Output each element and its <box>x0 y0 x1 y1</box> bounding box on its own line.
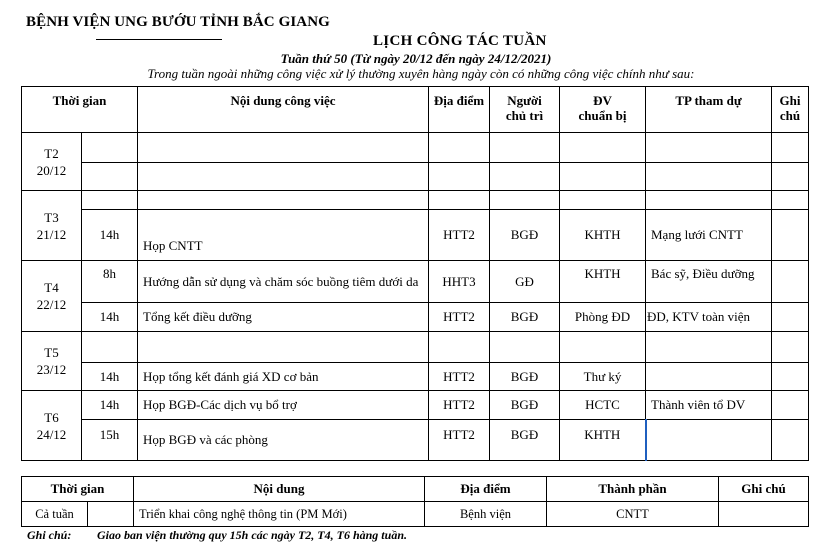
summary-table <box>21 476 809 527</box>
location-cell: HTT2 <box>429 420 490 461</box>
attendees-cell <box>646 363 772 391</box>
attendees-cell: Thành viên tổ DV <box>646 391 772 420</box>
day-label: T4 <box>44 280 59 295</box>
attendees-cell: Mạng lưới CNTT <box>646 210 772 261</box>
week-range: Tuần thứ 50 (Từ ngày 20/12 đến ngày 24/12/2021) <box>280 51 552 66</box>
content-cell: Tổng kết điều dưỡng <box>138 303 429 332</box>
footer-note-text: Giao ban viện thường quy 15h các ngày T2, T4, T6 hàng tuần. <box>97 528 407 542</box>
table-row <box>22 391 809 420</box>
summary-time-cell: Cả tuần <box>22 502 88 527</box>
time-cell: 8h <box>82 261 138 303</box>
prep-cell: Phòng ĐD <box>560 303 646 332</box>
time-cell: 14h <box>82 303 138 332</box>
location-cell: HTT2 <box>429 363 490 391</box>
col-host <box>490 87 560 133</box>
day-cell-t2 <box>22 133 82 191</box>
content-cell: Họp CNTT <box>138 210 429 261</box>
content-cell: Họp tổng kết đánh giá XD cơ bản <box>138 363 429 391</box>
content-cell: Họp BGĐ-Các dịch vụ bổ trợ <box>138 391 429 420</box>
day-date: 24/12 <box>36 426 67 442</box>
day-date: 20/12 <box>36 162 67 178</box>
col-prep-line1: ĐV <box>593 93 612 108</box>
summary-members-cell: CNTT <box>547 502 719 527</box>
table-row <box>22 210 809 261</box>
attendees-cell: Bác sỹ, Điều dưỡng <box>646 261 772 303</box>
location-cell: HHT3 <box>429 261 490 303</box>
table-row <box>22 363 809 391</box>
prep-cell: Thư ký <box>560 363 646 391</box>
attendees-cell-editing[interactable] <box>646 420 772 461</box>
col-prep <box>560 87 646 133</box>
intro-text: Trong tuần ngoài những công việc xử lý thường xuyên hàng ngày còn có những công việc chính như sau: <box>147 66 695 81</box>
day-label: T3 <box>44 209 59 225</box>
table-row <box>22 191 809 210</box>
footer-note-label: Ghi chú: <box>27 528 72 542</box>
schedule-table <box>21 86 809 461</box>
schedule-header-row <box>22 87 809 133</box>
attendees-cell: ĐD, KTV toàn viện <box>646 303 772 332</box>
day-label: T5 <box>44 345 59 360</box>
time-cell: 14h <box>82 391 138 420</box>
col-note-line2: chú <box>779 108 801 123</box>
prep-cell: HCTC <box>560 391 646 420</box>
host-cell: BGĐ <box>490 420 560 461</box>
content-cell: Hướng dẫn sử dụng và chăm sóc buồng tiêm dưới da <box>138 261 429 303</box>
day-label: T6 <box>44 409 59 425</box>
table-row <box>22 502 809 527</box>
col-note <box>772 87 809 133</box>
prep-cell: KHTH <box>560 261 646 303</box>
col-attendees: TP tham dự <box>646 87 772 133</box>
summary-col-location: Địa điểm <box>425 477 547 502</box>
time-cell: 14h <box>82 210 138 261</box>
day-date: 21/12 <box>36 226 67 242</box>
content-cell: Họp BGĐ và các phòng <box>138 420 429 461</box>
summary-location-cell: Bệnh viện <box>425 502 547 527</box>
summary-col-members: Thành phần <box>547 477 719 502</box>
host-cell: BGĐ <box>490 363 560 391</box>
summary-col-content: Nội dung <box>134 477 425 502</box>
summary-header-row <box>22 477 809 502</box>
location-cell: HTT2 <box>429 303 490 332</box>
col-time: Thời gian <box>22 87 138 133</box>
table-row <box>22 261 809 303</box>
host-cell: BGĐ <box>490 303 560 332</box>
summary-content-cell: Triển khai công nghệ thông tin (PM Mới) <box>134 502 425 527</box>
page-title: LỊCH CÔNG TÁC TUẦN <box>373 33 547 49</box>
hospital-underline <box>96 39 222 40</box>
table-row <box>22 133 809 163</box>
table-row <box>22 332 809 363</box>
hospital-name: BỆNH VIỆN UNG BƯỚU TỈNH BẮC GIANG <box>26 14 330 30</box>
col-location: Địa điểm <box>429 87 490 133</box>
summary-col-note: Ghi chú <box>719 477 809 502</box>
summary-col-time: Thời gian <box>22 477 134 502</box>
table-row <box>22 303 809 332</box>
day-date: 22/12 <box>36 297 67 312</box>
col-host-line1: Người <box>507 93 542 108</box>
col-content: Nội dung công việc <box>138 87 429 133</box>
location-cell: HTT2 <box>429 391 490 420</box>
location-cell: HTT2 <box>429 210 490 261</box>
day-label: T2 <box>44 145 59 161</box>
host-cell: BGĐ <box>490 210 560 261</box>
col-note-line1: Ghi <box>779 93 801 108</box>
col-prep-line2: chuẩn bị <box>578 108 627 123</box>
time-cell: 14h <box>82 363 138 391</box>
day-cell-t5 <box>22 332 82 391</box>
day-cell-t6 <box>22 391 82 461</box>
host-cell: GĐ <box>490 261 560 303</box>
day-cell-t3 <box>22 191 82 261</box>
day-date: 23/12 <box>36 362 67 377</box>
host-cell: BGĐ <box>490 391 560 420</box>
table-row <box>22 420 809 461</box>
day-cell-t4 <box>22 261 82 332</box>
table-row <box>22 163 809 191</box>
time-cell: 15h <box>82 420 138 461</box>
col-host-line2: chủ trì <box>505 108 544 123</box>
prep-cell: KHTH <box>560 210 646 261</box>
prep-cell: KHTH <box>560 420 646 461</box>
